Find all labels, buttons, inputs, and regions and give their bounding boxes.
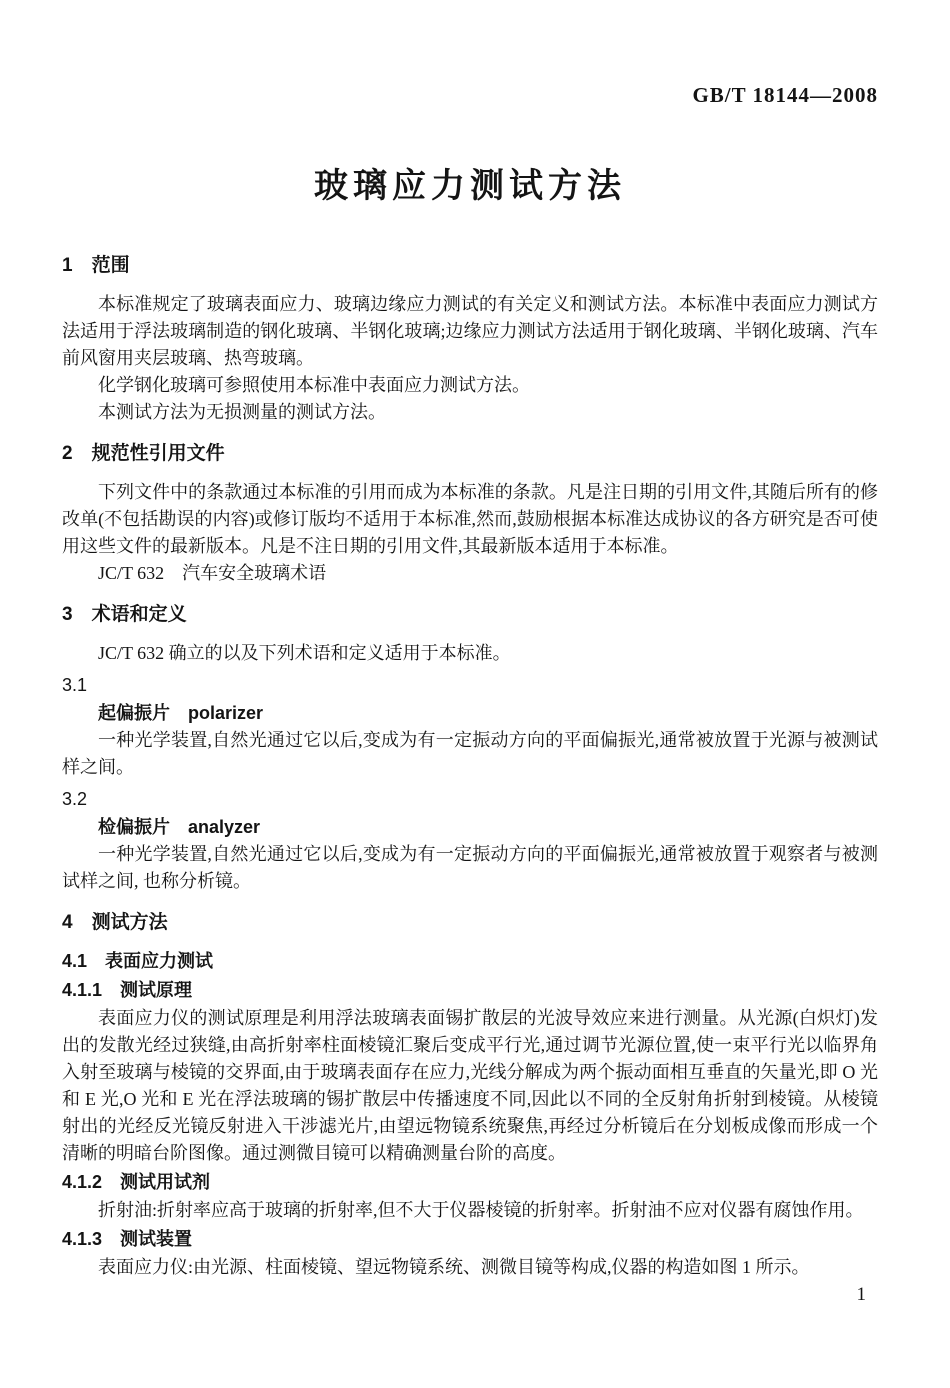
term-number: 3.1 (62, 675, 88, 695)
section-normative-references-heading: 2 规范性引用文件 (62, 443, 225, 464)
section-terms-definitions (62, 601, 878, 895)
term-definition: 一种光学装置,自然光通过它以后,变成为有一定振动方向的平面偏振光,通常被放置于光源与被测试样之间。 (62, 730, 878, 777)
paragraph: 下列文件中的条款通过本标准的引用而成为本标准的条款。凡是注日期的引用文件,其随后所有的修改单(不包括勘误的内容)或修订版均不适用于本标准,然而,鼓励根据本标准达成协议的各方研究是否可使用这些文件的最新版本。凡是不注日期的引用文件,其最新版本适用于本标准。 (62, 482, 878, 556)
section-test-methods (62, 909, 878, 1281)
standard-code: GB/T 18144—2008 (692, 83, 878, 107)
subsection-test-apparatus-heading: 4.1.3 测试装置 (62, 1229, 193, 1249)
term-definition: 一种光学装置,自然光通过它以后,变成为有一定振动方向的平面偏振光,通常被放置于观察者与被测试样之间, 也称分析镜。 (62, 844, 878, 891)
section-scope-heading: 1 范围 (62, 255, 130, 276)
term-number: 3.2 (62, 789, 88, 809)
section-scope (62, 252, 878, 426)
paragraph: 化学钢化玻璃可参照使用本标准中表面应力测试方法。 (98, 375, 530, 395)
section-normative-references (62, 440, 878, 587)
page-number: 1 (856, 1284, 866, 1305)
paragraph: 折射油:折射率应高于玻璃的折射率,但不大于仪器棱镜的折射率。折射油不应对仪器有腐蚀作用。 (98, 1200, 864, 1220)
subsection-surface-stress-heading: 4.1 表面应力测试 (62, 951, 214, 971)
paragraph: JC/T 632 确立的以及下列术语和定义适用于本标准。 (98, 643, 511, 663)
paragraph: 表面应力仪的测试原理是利用浮法玻璃表面锡扩散层的光波导效应来进行测量。从光源(白炽灯)发出的发散光经过狭缝,由高折射率柱面棱镜汇聚后变成平行光,通过调节光源位置,使一束平行光以临界角入射至玻璃与棱镜的交界面,由于玻璃表面存在应力,光线分解成为两个振动面相互垂直的矢量光,即 O 光和 E 光,O 光和 E 光在浮法玻璃的锡扩散层中传播速度不同,因此以不同的全反射角折射到棱镜。从棱镜射出的光经反光镜反射进入干涉滤光片,由望远物镜系统聚焦,再经过分析镜后在分划板成像而形成一个清晰的明暗台阶图像。通过测微目镜可以精确测量台阶的高度。 (62, 1008, 878, 1163)
paragraph: 本测试方法为无损测量的测试方法。 (98, 402, 386, 422)
paragraph: 本标准规定了玻璃表面应力、玻璃边缘应力测试的有关定义和测试方法。本标准中表面应力测试方法适用于浮法玻璃制造的钢化玻璃、半钢化玻璃;边缘应力测试方法适用于钢化玻璃、半钢化玻璃、汽车前风窗用夹层玻璃、热弯玻璃。 (62, 294, 878, 368)
subsection-test-reagent-heading: 4.1.2 测试用试剂 (62, 1172, 211, 1192)
section-terms-definitions-heading: 3 术语和定义 (62, 604, 187, 625)
document-title: 玻璃应力测试方法 (314, 167, 626, 205)
subsection-test-principle-heading: 4.1.1 测试原理 (62, 980, 193, 1000)
paragraph: 表面应力仪:由光源、柱面棱镜、望远物镜系统、测微目镜等构成,仪器的构造如图 1 所示。 (98, 1257, 810, 1277)
term-name: 检偏振片 analyzer (98, 817, 261, 837)
term-name: 起偏振片 polarizer (98, 703, 264, 723)
reference-entry: JC/T 632 汽车安全玻璃术语 (98, 563, 327, 583)
section-test-methods-heading: 4 测试方法 (62, 912, 168, 933)
